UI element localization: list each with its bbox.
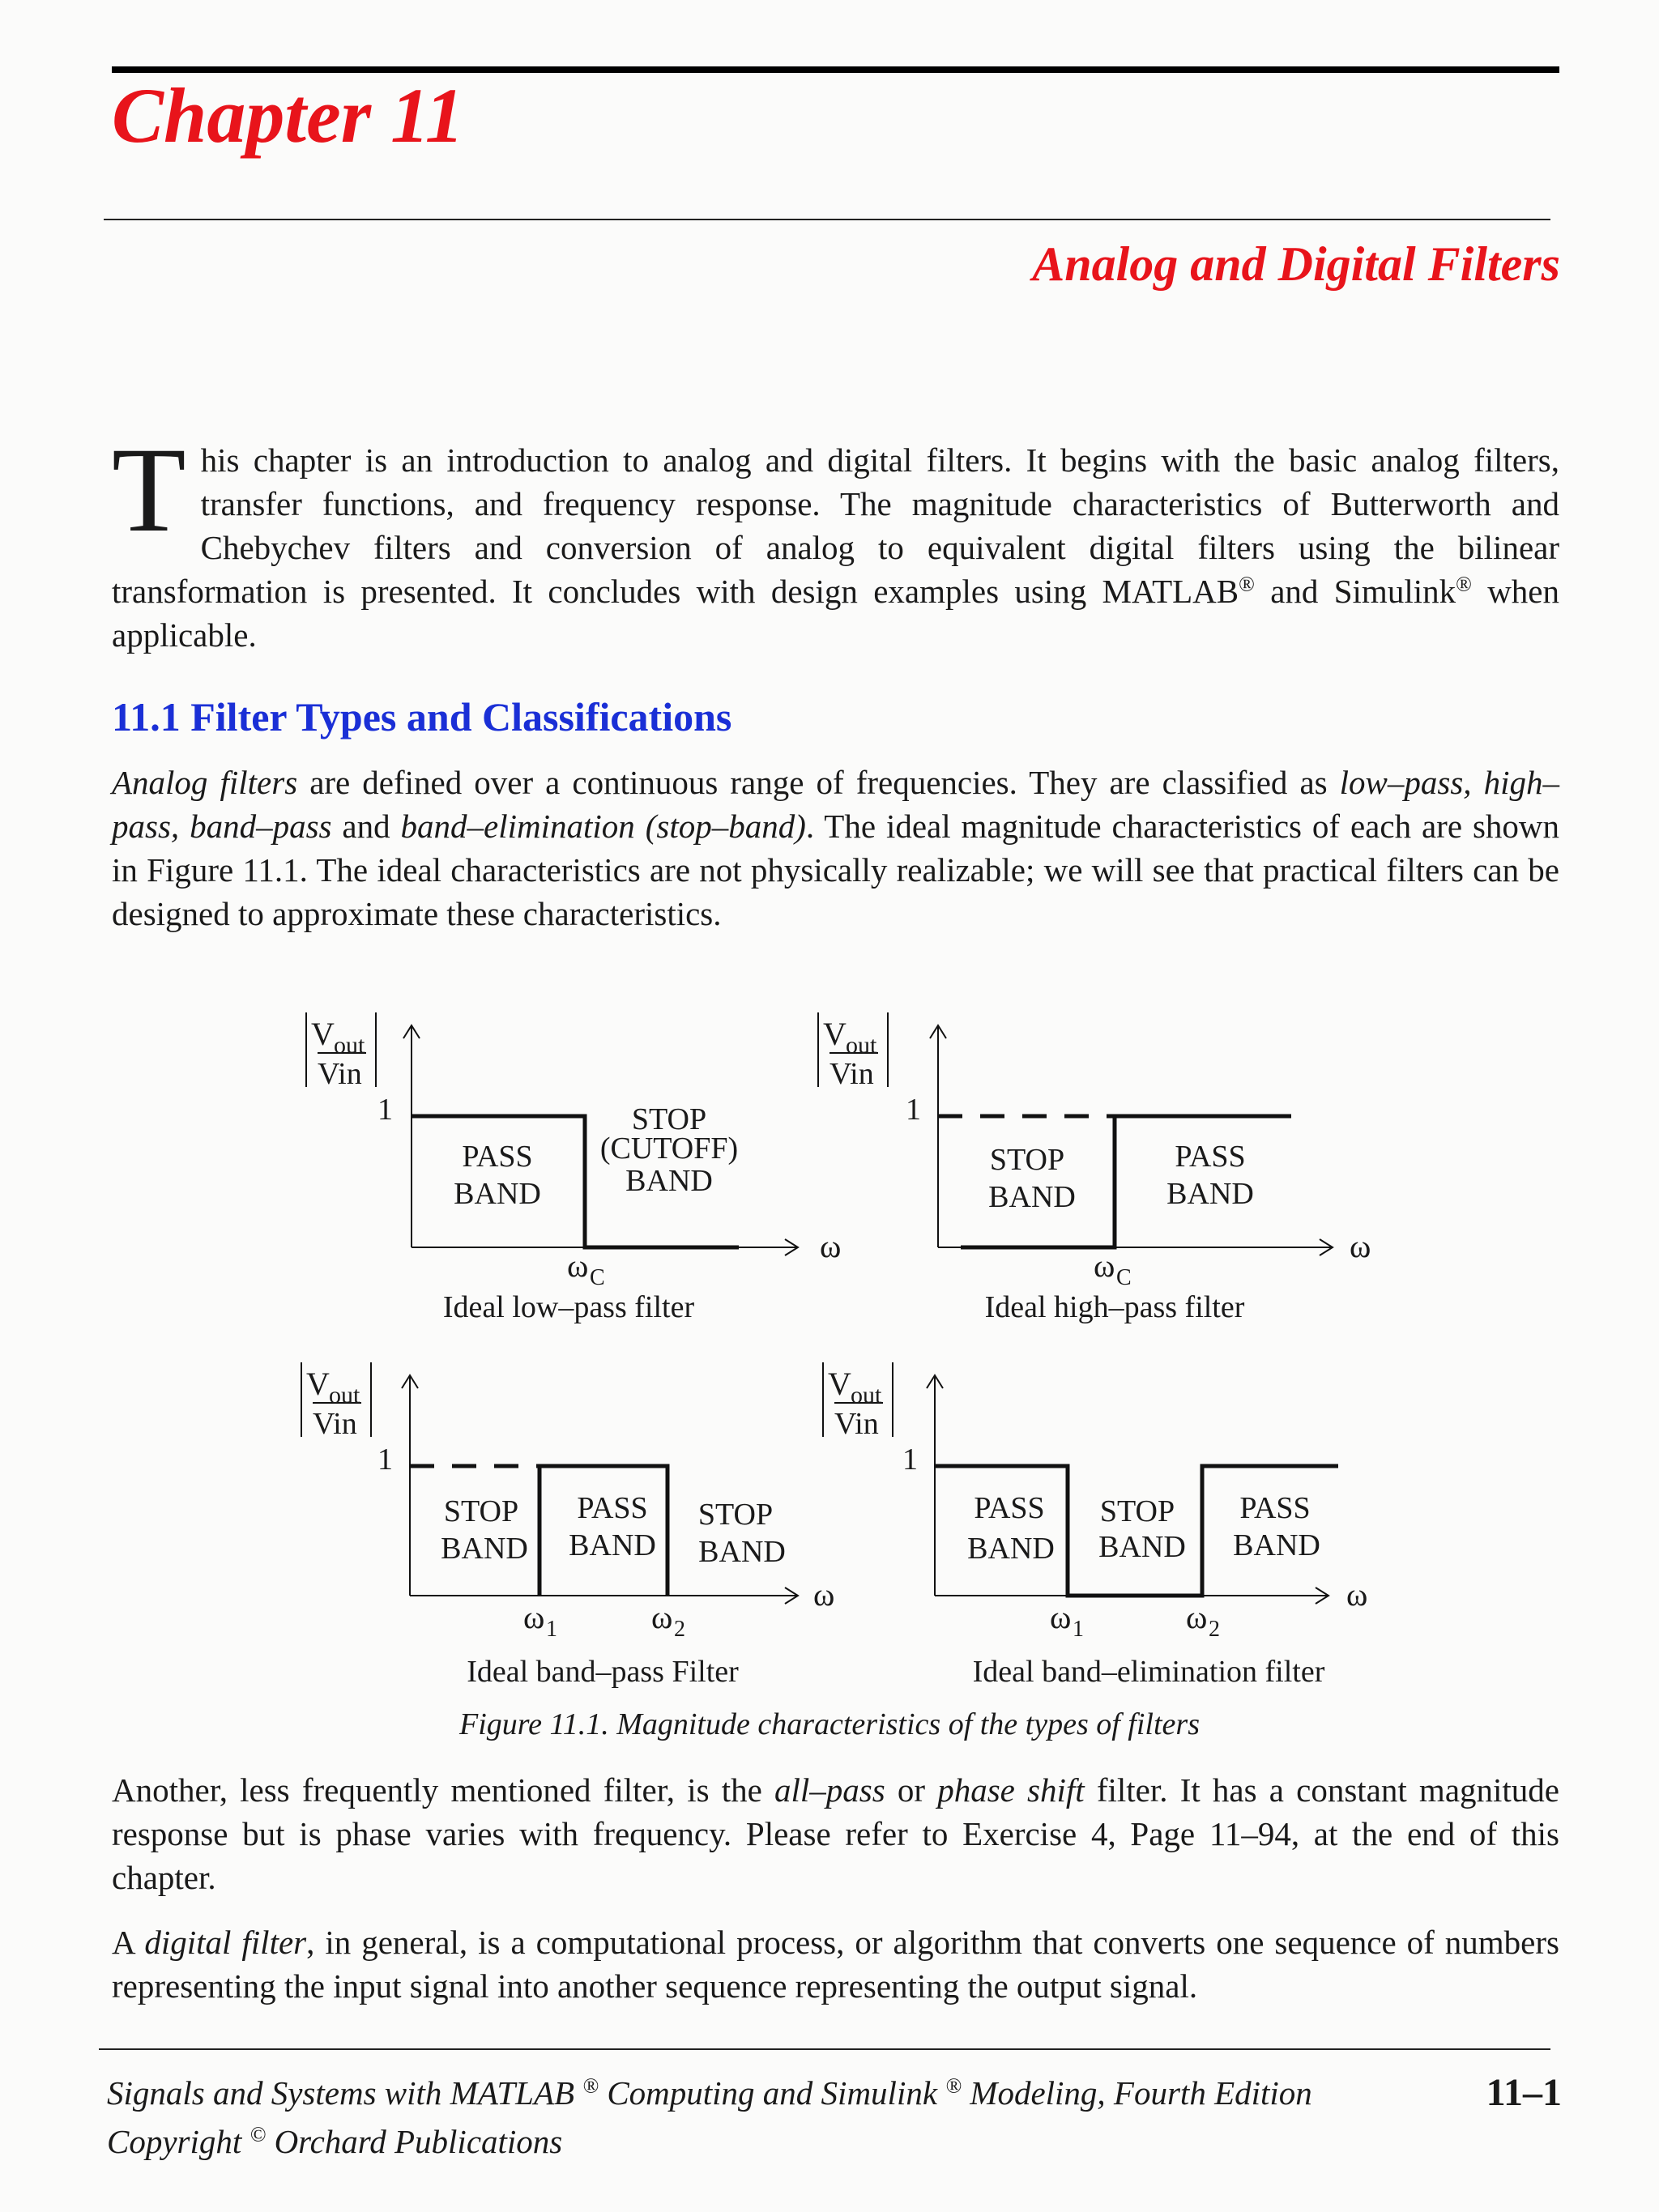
svg-text:ω: ω [820,1228,842,1264]
svg-text:PASS: PASS [577,1491,648,1525]
svg-text:BAND: BAND [1233,1528,1320,1562]
svg-text:STOP: STOP [697,1498,774,1532]
svg-text:BAND: BAND [967,1532,1055,1566]
allpass-paragraph: Another, less frequently mentioned filter, is the all–pass or phase shift filter. It has a constant magnitude response but is phase varies with frequency. Please refer to Exercise 4, Page 11–94, at the end of this chapter. [112,1771,1560,1896]
svg-text:C: C [590,1265,605,1290]
svg-text:out: out [846,1032,877,1059]
svg-text:STOP: STOP [1099,1494,1175,1528]
svg-text:(CUTOFF): (CUTOFF) [599,1132,739,1166]
registered-mark: ® [1456,572,1472,596]
svg-text:1: 1 [906,1093,921,1127]
svg-text:ω: ω [567,1247,589,1284]
svg-text:2: 2 [674,1617,685,1642]
highpass-caption: Ideal high–pass filter [984,1290,1245,1324]
svg-text:V: V [828,1366,851,1402]
svg-text:out: out [851,1382,882,1409]
svg-text:ω: ω [1094,1247,1115,1284]
svg-text:Vin: Vin [318,1057,362,1091]
svg-text:V: V [823,1016,847,1052]
svg-text:ω: ω [1346,1576,1368,1613]
bandpass-diagram [301,1362,834,1689]
svg-text:C: C [1116,1265,1132,1290]
analog-filters-paragraph: Analog filters are defined over a continuous range of frequencies. They are classified as low–pass, high–pass, band–pass and band–elimination (stop–band). The ideal magnitude characteristics of each are shown in Figure 11.1. The ideal characteristics are not physically realizable; we will see that practical filters can be designed to approximate these characteristics. [112,764,1560,932]
lowpass-caption: Ideal low–pass filter [442,1290,695,1324]
footer-copyright: Copyright © Orchard Publications [107,2122,563,2160]
svg-text:1: 1 [546,1617,557,1642]
svg-text:Vin: Vin [830,1057,874,1091]
svg-text:BAND: BAND [625,1164,713,1198]
svg-text:BAND: BAND [569,1528,656,1562]
footer-rule [99,2048,1550,2050]
drop-cap: T [112,423,186,557]
svg-text:Vin: Vin [313,1407,357,1441]
svg-text:ω: ω [813,1576,835,1613]
bandpass-caption: Ideal band–pass Filter [467,1655,739,1689]
svg-text:BAND: BAND [1166,1177,1254,1211]
chapter-title: Chapter 11 [112,72,464,159]
svg-text:BAND: BAND [454,1177,541,1211]
filter-figure [0,956,1659,1701]
svg-text:BAND: BAND [441,1532,528,1566]
chapter-subtitle: Analog and Digital Filters [1032,237,1560,291]
svg-text:STOP: STOP [989,1143,1065,1177]
section-heading: 11.1 Filter Types and Classifications [112,694,732,739]
svg-text:Vin: Vin [834,1407,879,1441]
digital-filter-paragraph: A digital filter, in general, is a computational process, or algorithm that converts one sequence of numbers representing the input signal into another sequence representing the output signal. [112,1924,1559,2005]
svg-text:ω: ω [651,1599,673,1635]
svg-text:ω: ω [1350,1228,1371,1264]
svg-text:1: 1 [902,1443,918,1477]
svg-text:out: out [334,1032,365,1059]
svg-text:BAND: BAND [698,1535,786,1569]
svg-text:STOP: STOP [631,1102,707,1136]
svg-text:ω: ω [1186,1599,1208,1635]
svg-text:V: V [311,1016,335,1052]
svg-text:ω: ω [523,1599,545,1635]
registered-mark: ® [1239,572,1255,596]
svg-text:out: out [329,1382,360,1409]
bandelim-diagram [823,1362,1367,1689]
figure-caption: Figure 11.1. Magnitude characteristics of the types of filters [459,1707,1200,1741]
svg-text:PASS: PASS [462,1140,533,1174]
svg-text:ω: ω [1050,1599,1072,1635]
bandelim-caption: Ideal band–elimination filter [972,1655,1325,1689]
header-rule [104,219,1550,220]
svg-text:PASS: PASS [1239,1491,1311,1525]
svg-text:1: 1 [377,1443,393,1477]
page-number: 11–1 [1486,2071,1562,2114]
highpass-diagram [818,1012,1371,1324]
svg-text:BAND: BAND [988,1180,1076,1214]
svg-text:STOP: STOP [443,1494,519,1528]
svg-text:PASS: PASS [974,1491,1045,1525]
svg-text:2: 2 [1209,1617,1220,1642]
footer-book-title: Signals and Systems with MATLAB ® Computing and Simulink ® Modeling, Fourth Edition [107,2073,1312,2112]
svg-text:1: 1 [1073,1617,1084,1642]
svg-text:1: 1 [377,1093,393,1127]
svg-text:V: V [306,1366,330,1402]
svg-text:PASS: PASS [1175,1140,1246,1174]
intro-paragraph: This chapter is an introduction to analog and digital filters. It begins with the basic analog filters, transfer functions, and frequency response. The magnitude characteristics of Butterworth and Chebychev filters and conversion of analog to equivalent digital filters using the bilinear transformation is presented. It concludes with design examples using MATLAB® and Simulink® when applicable. [112,423,1560,654]
svg-text:BAND: BAND [1098,1530,1186,1564]
lowpass-diagram [306,1012,841,1324]
